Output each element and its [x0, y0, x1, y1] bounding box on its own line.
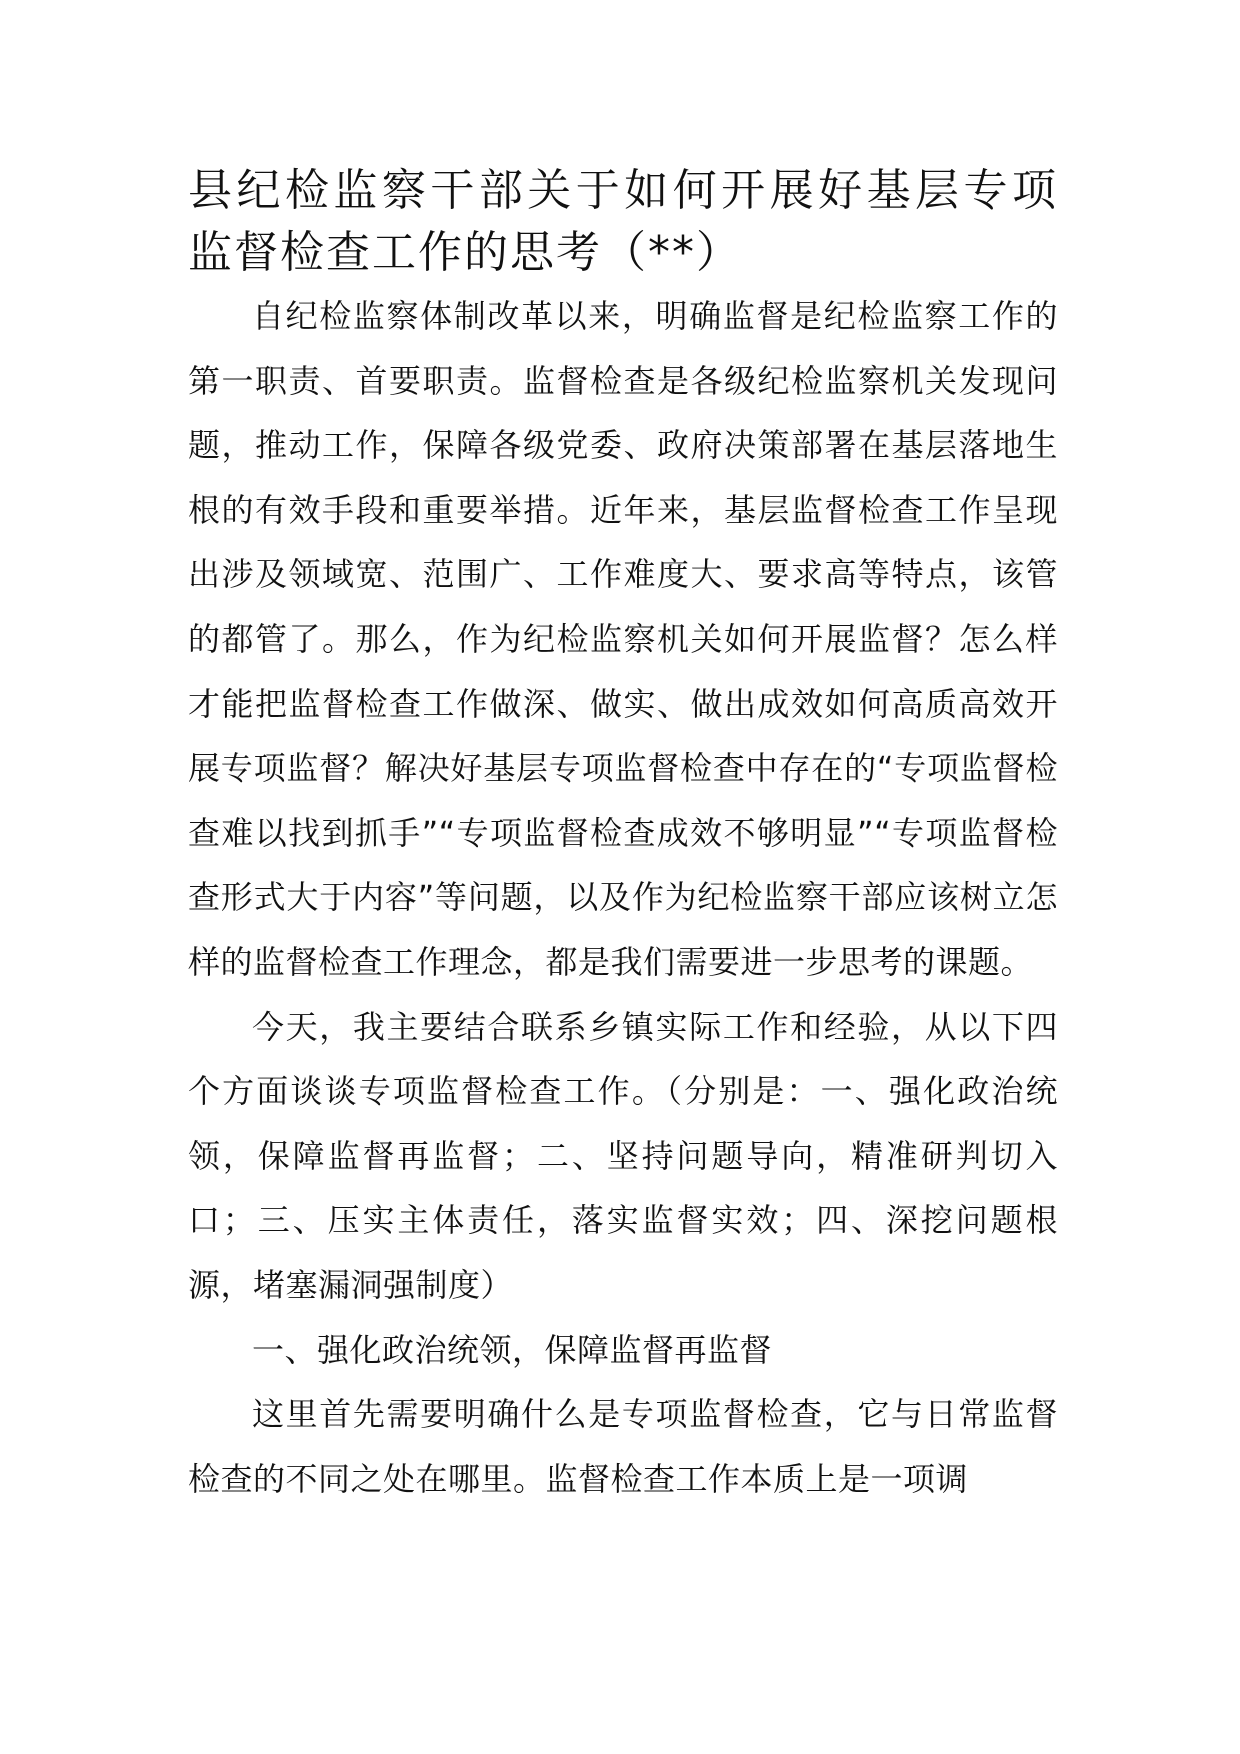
body-paragraph: 今天，我主要结合联系乡镇实际工作和经验，从以下四个方面谈谈专项监督检查工作。（分别是：一、强化政治统领，保障监督再监督；二、坚持问题导向，精准研判切入口；三、压实主体责任，落实监督实效；四、深挖问题根源，堵塞漏洞强制度）	[188, 1007, 1058, 1304]
document-title: 县纪检监察干部关于如何开展好基层专项监督检查工作的思考（**）	[188, 165, 1058, 278]
section-heading: 一、强化政治统领，保障监督再监督	[252, 1330, 773, 1369]
body-paragraph: 自纪检监察体制改革以来，明确监督是纪检监察工作的第一职责、首要职责。监督检查是各级纪检监察机关发现问题，推动工作，保障各级党委、政府决策部署在基层落地生根的有效手段和重要举措。近年来，基层监督检查工作呈现出涉及领域宽、范围广、工作难度大、要求高等特点，该管的都管了。那么，作为纪检监察机关如何开展监督？怎么样才能把监督检查工作做深、做实、做出成效如何高质高效开展专项监督？解决好基层专项监督检查中存在的“专项监督检查难以找到抓手”“专项监督检查成效不够明显”“专项监督检查形式大于内容”等问题，以及作为纪检监察干部应该树立怎样的监督检查工作理念，都是我们需要进一步思考的课题。	[188, 297, 1058, 981]
document-body	[188, 160, 1058, 1511]
body-paragraph: 这里首先需要明确什么是专项监督检查，它与日常监督检查的不同之处在哪里。监督检查工作本质上是一项调	[188, 1395, 1058, 1498]
